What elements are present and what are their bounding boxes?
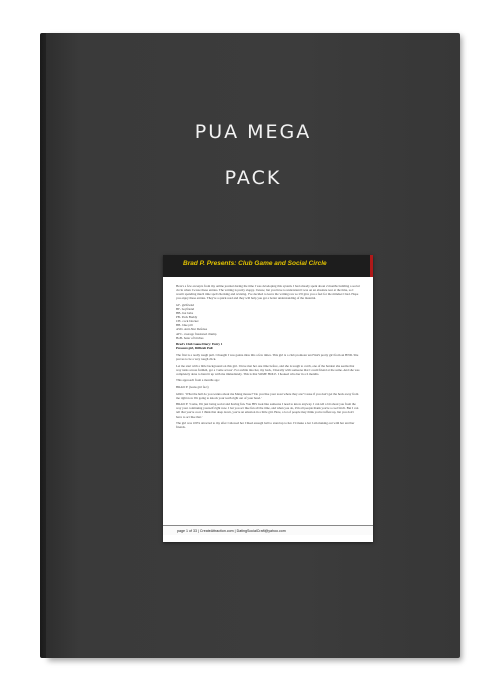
document-paragraph: This approach from a months ago:	[176, 378, 220, 383]
document-paragraph: Let me start with a little background on this girl. I have met her one time before, and she is tough to catch, one of the hardest she seems that way turns across furtheh, got a 'come across'. For awhile into her, my back, I literally with someone that I could friend at the same. And she was completely done to hand it up with me immediately. This is that SOME HOLE. I hooked who her in a 6 months.	[176, 363, 360, 376]
document-paragraph: GIRL: 'What the hell do you wanna about me Mang mouse?' Do you like your toast where they are? Cause if you don't get the heck away from me right now I'm going to knock your teeth right out of your head.'	[176, 391, 359, 400]
glossary-item: GF- girlfriend	[176, 302, 194, 307]
document-paragraph: The first is a really tough pull. I thought I was gonna miss this a few times. This girl is a club promoter and WAS pretty girl from an HND. She proves to be a very tough click.	[176, 352, 359, 361]
document-header-title: Brad P. Presents: Club Game and Social Circle	[183, 260, 327, 267]
glossary-item: ASD- Anti-Slut Defense	[176, 327, 208, 332]
document-paragraph: Here's a few excerpts from my online journal during the time I was developing this system. I had already spent about 2 months building a social circle when I wrote these entries. The writing is pretty sloppy. I know, but you have to understand I was on an absolute tear at the time, so I wasn't spending much time spell checking and revising. I've decided to leave the writing raw so it'll give you a feel for the mindset I had. Hope you enjoy these entries. They're a quick read and they will help you get a better understanding of the material.	[176, 284, 360, 301]
glossary-item: CH- cock blocker	[176, 319, 199, 324]
document-body	[176, 284, 360, 509]
glossary-item: HoB- hater of bitches	[176, 335, 204, 340]
diary-entry-title: Brad's Club Game Diary: Entry 1	[176, 342, 223, 347]
cover-title-line-1: PUA MEGA	[194, 121, 312, 143]
glossary-item: PB- Pack Buddy	[176, 315, 198, 320]
document-footer: page 1 of 33 | CreateAttraction.com | DatingSocialCraft@yahoo.com	[163, 525, 373, 535]
document-header-bar	[163, 255, 373, 277]
book-cover	[46, 33, 460, 658]
document-preview-page	[163, 255, 373, 542]
glossary-item: BF- boyfriend	[176, 306, 195, 311]
glossary-item: HB- hot babe	[176, 311, 194, 316]
document-paragraph: BRAD P: 'Come, I'm just being social and having fun. You HIS look like someone I need to know anyway. I can tell a bit about you from the way your continuing yourself right now. I bet you act like fun all the time, and when you do, it'm all people thank you're a cool bitch. But I can tell that you're cool. I think that deep down, you're an emotion in a little girl. Here, a lot of people may think you're tuffest up, but you don't have to act like that.'	[176, 402, 359, 419]
document-paragraph: The girl was 100% attracted to my after I showed her I liked enough ball to stand up to her. I'd make a bet I am making out with her and her friends.	[176, 421, 355, 430]
document-paragraph: BRAD P: (leans girl fact)	[176, 384, 209, 389]
diary-entry-subtitle: Pressure girl, Difficult Pull	[176, 346, 213, 351]
document-header-accent	[370, 255, 373, 277]
glossary-item: BB- blue pill	[176, 323, 193, 328]
cover-title-line-2: PACK	[224, 167, 282, 189]
product-box	[40, 33, 460, 658]
glossary-item: AFC- average frustrated chump	[176, 331, 217, 336]
